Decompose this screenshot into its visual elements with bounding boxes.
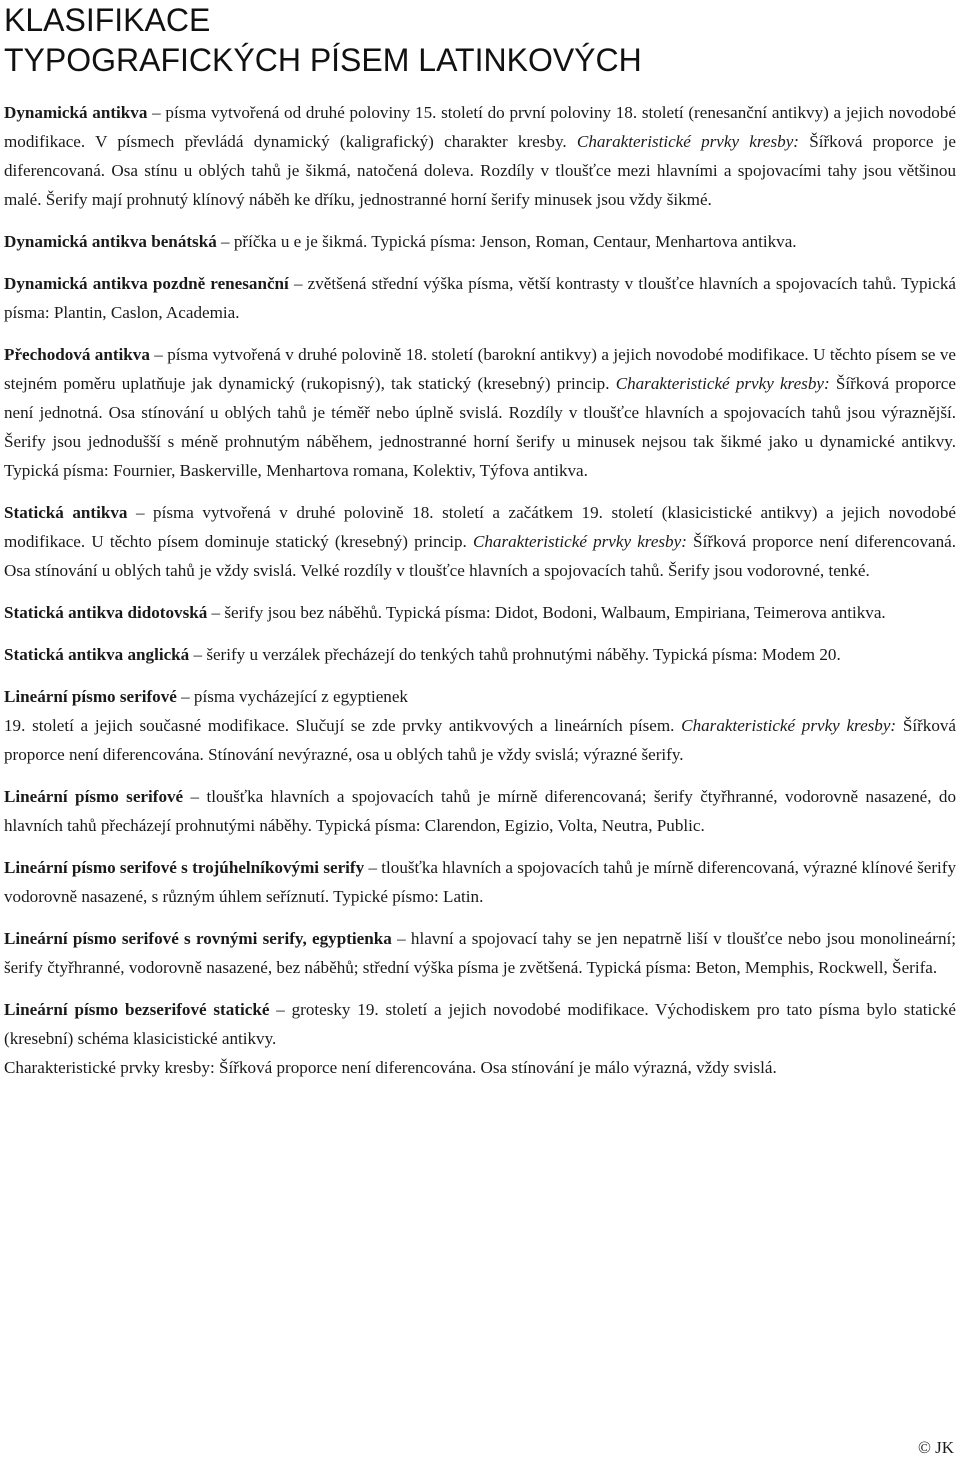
- term: Lineární písmo serifové s trojúhelníkovými serify: [4, 858, 365, 877]
- term: Statická antikva: [4, 503, 128, 522]
- paragraph-bezserifove-staticke: [4, 995, 956, 1082]
- features-text: Šířková proporce není diferencována. Stínování nevýrazné, osa u oblých tahů je vždy svislá; výrazné šerify.: [4, 716, 957, 764]
- paragraph-benatska: [4, 227, 956, 256]
- paragraph-egyptienka: [4, 924, 956, 982]
- definition: – písma vytvořená v druhé polovině 18. století (barokní antikvy) a jejich novodobé modifikace. U těchto písem se ve stejném poměru uplatňuje jak dynamický (rukopisný), tak statický (kresebný) princip.: [4, 345, 956, 393]
- term: Dynamická antikva benátská: [4, 232, 217, 251]
- definition: – písma vytvořená v druhé polovině 18. století a začátkem 19. století (klasicistické antikvy) a jejich novodobé modifikace. U těchto písem dominuje statický (kresebný) princip.: [4, 503, 956, 551]
- paragraph-linearni-serifove-2: [4, 782, 956, 840]
- copyright-note: © JK: [917, 1438, 954, 1457]
- features-label: Charakteristické prvky kresby:: [472, 532, 687, 551]
- definition: – grotesky 19. století a jejich novodobé modifikace. Východiskem pro tato písma bylo statické (kresební) schéma klasicistické antikvy.: [4, 1000, 957, 1048]
- term: Statická antikva didotovská: [4, 603, 208, 622]
- term: Lineární písmo bezserifové statické: [4, 1000, 270, 1019]
- term: Dynamická antikva: [4, 103, 148, 122]
- features-label: Charakteristické prvky kresby:: [615, 374, 830, 393]
- paragraph-didotovska: [4, 598, 956, 627]
- definition: – šerify jsou bez náběhů. Typická písma: Didot, Bodoni, Walbaum, Empiriana, Teimerova antikva.: [207, 603, 886, 622]
- paragraph-staticka-antikva: [4, 498, 956, 585]
- definition-line-2: 19. století a jejich současné modifikace. Slučují se zde prvky antikvových a lineárních písem.: [4, 716, 675, 735]
- title-line-2: TYPOGRAFICKÝCH PÍSEM LATINKOVÝCH: [4, 42, 642, 78]
- term: Dynamická antikva pozdně renesanční: [4, 274, 289, 293]
- definition: – tloušťka hlavních a spojovacích tahů je mírně diferencovaná, výrazné klínové šerify vodorovně nasazené, s různým úhlem seříznutí. Typické písmo: Latin.: [4, 858, 957, 906]
- paragraph-trojuhelnikove-serify: [4, 853, 956, 911]
- definition-line-1: – písma vycházející z egyptienek: [176, 687, 408, 706]
- page-title: [4, 0, 956, 80]
- paragraph-dynamicka-antikva: [4, 98, 956, 214]
- term: Statická antikva anglická: [4, 645, 190, 664]
- features-text: Šířková proporce je diferencovaná. Osa stínu u oblých tahů je šikmá, natočená doleva. Rozdíly v tloušťce mezi hlavními a spojovacími tahy jsou většinou malé. Šerify mají prohnutý klínový náběh ke dříku, jednostranné horní šerify minusek jsou vždy šikmé.: [4, 132, 956, 209]
- paragraph-prechodova-antikva: [4, 340, 956, 485]
- paragraph-pozdne-renesancni: [4, 269, 956, 327]
- term: Lineární písmo serifové s rovnými serify, egyptienka: [4, 929, 392, 948]
- definition: – příčka u e je šikmá. Typická písma: Jenson, Roman, Centaur, Menhartova antikva.: [216, 232, 797, 251]
- definition: – hlavní a spojovací tahy se jen nepatrně liší v tloušťce nebo jsou monolineární; šerify čtyřhranné, vodorovně nasazené, bez náběhů; střední výška písma je zvětšená. Typická písma: Beton, Memphis, Rockwell, Šerifa.: [4, 929, 957, 977]
- definition: – písma vytvořená od druhé poloviny 15. století do první poloviny 18. století (renesanční antikvy) a jejich novodobé modifikace. V písmech převládá dynamický (kaligrafický) charakter kresby.: [4, 103, 956, 151]
- paragraph-linearni-serifove-1: [4, 682, 956, 769]
- term: Lineární písmo serifové: [4, 787, 184, 806]
- document-page: [4, 0, 956, 1082]
- term: Přechodová antikva: [4, 345, 150, 364]
- definition: – tloušťka hlavních a spojovacích tahů je mírně diferencovaná; šerify čtyřhranné, vodorovně nasazené, do hlavních tahů přecházejí prohnutými náběhy. Typická písma: Clarendon, Egizio, Volta, Neutra, Public.: [4, 787, 956, 835]
- features-text: Charakteristické prvky kresby: Šířková proporce není diferencována. Osa stínování je málo výrazná, vždy svislá.: [4, 1058, 777, 1077]
- paragraph-anglicka: [4, 640, 956, 669]
- features-text: Šířková proporce není diferencovaná. Osa stínování u oblých tahů je vždy svislá. Velké rozdíly v tloušťce hlavních a spojovacích tahů. Šerify jsou vodorovné, tenké.: [4, 532, 956, 580]
- features-label: Charakteristické prvky kresby:: [681, 716, 897, 735]
- definition: – zvětšená střední výška písma, větší kontrasty v tloušťce hlavních a spojovacích tahů. Typická písma: Plantin, Caslon, Academia.: [4, 274, 956, 322]
- definition: – šerify u verzálek přecházejí do tenkých tahů prohnutými náběhy. Typická písma: Modem 20.: [189, 645, 841, 664]
- title-line-1: KLASIFIKACE: [4, 2, 211, 38]
- features-text: Šířková proporce není jednotná. Osa stínování u oblých tahů je téměř nebo úplně svislá. Rozdíly v tloušťce hlavních a spojovacích tahů jsou výraznější. Šerify jsou jednodušší s méně prohnutým náběhem, jednostranné horní šerify u minusek nejsou tak šikmé jako u dynamické antikvy. Typická písma: Fournier, Baskerville, Menhartova romana, Kolektiv, Týfova antikva.: [4, 374, 956, 480]
- features-label: Charakteristické prvky kresby:: [576, 132, 799, 151]
- term: Lineární písmo serifové: [4, 687, 177, 706]
